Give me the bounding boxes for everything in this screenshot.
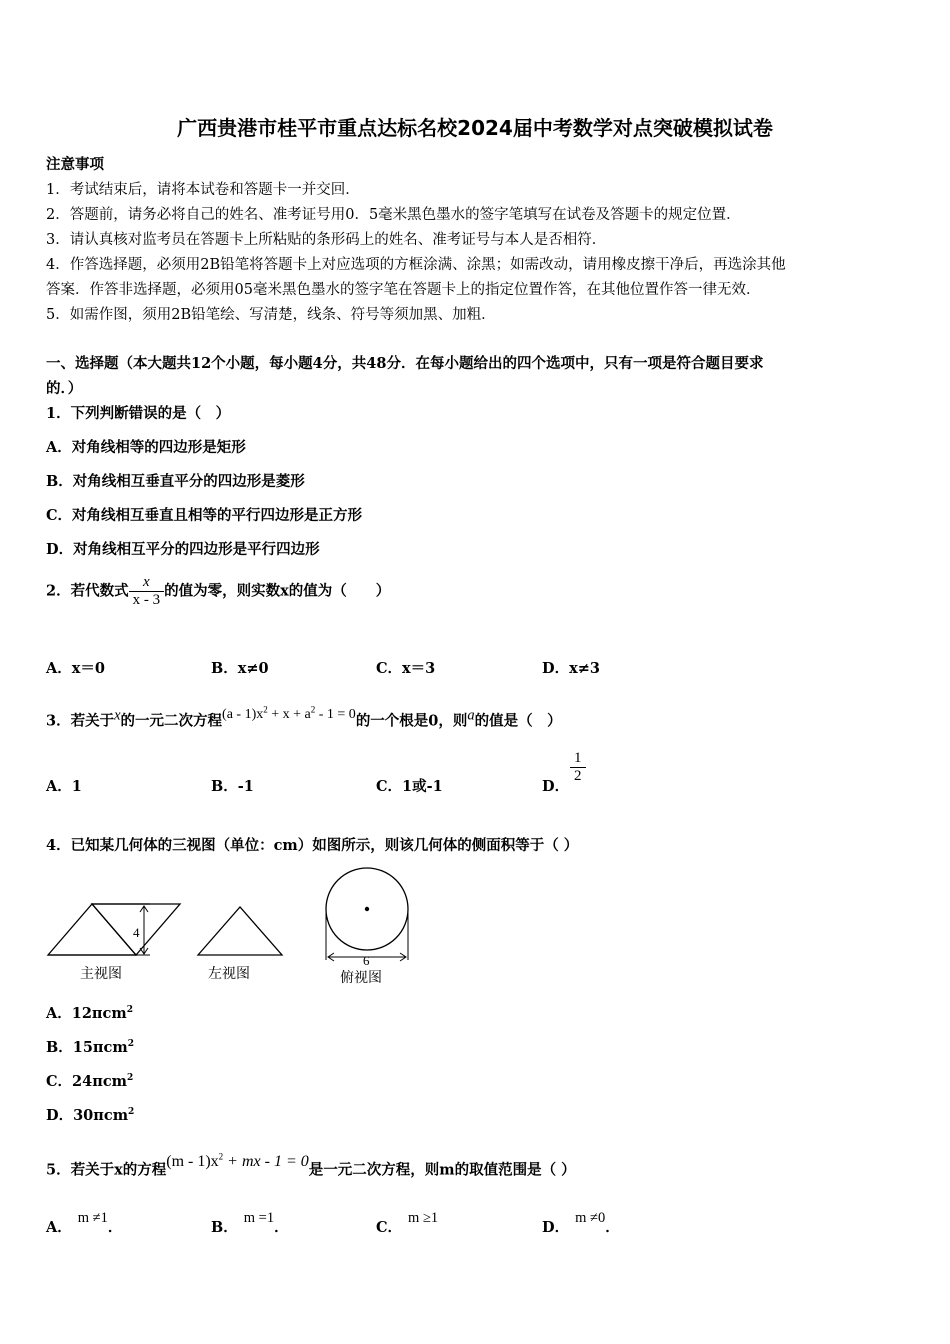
page-title: 广西贵港市桂平市重点达标名校2024届中考数学对点突破模拟试卷	[177, 116, 773, 140]
front-view-label: 主视图	[80, 966, 122, 982]
q3-eq-part1: (a - 1)x	[222, 706, 264, 722]
notice-item-4: 4．作答选择题，必须用2B铅笔将答题卡上对应选项的方框涂满、涂黑；如需改动，请用橡皮擦干净后，再选涂其他	[46, 257, 786, 273]
q5-eq-part1: (m - 1)x	[166, 1153, 219, 1171]
q5-equation	[166, 1153, 309, 1170]
q4-option-b-text: B．15πcm	[46, 1039, 128, 1056]
q5-b-math: m =1	[243, 1210, 275, 1226]
q3-suffix: 的值是（ ）	[474, 712, 562, 730]
q5-option-a	[46, 1210, 122, 1237]
q1-option-d: D．对角线相互平分的四边形是平行四边形	[46, 541, 320, 558]
q2-frac-den: x - 3	[132, 592, 161, 608]
q3-eq-sup2: 2	[310, 704, 316, 714]
side-view-label: 左视图	[208, 966, 250, 982]
q2-option-a: A．x＝0	[46, 660, 105, 677]
q2-prefix: 2．若代数式	[46, 582, 129, 600]
section-heading-cont: 的．）	[46, 380, 83, 397]
q2-fraction	[129, 574, 165, 609]
q3-var-x: x	[114, 707, 121, 724]
q4-option-c	[46, 1070, 133, 1091]
q3-option-b: B．-1	[211, 778, 254, 795]
q5-eq-part2: + mx - 1 = 0	[223, 1153, 309, 1171]
q5-stem	[46, 1152, 576, 1179]
notice-item-3: 3．请认真核对监考员在答题卡上所粘贴的条形码上的姓名、准考证号与本人是否相符．	[46, 232, 607, 248]
q2-option-d: D．x≠3	[542, 660, 600, 677]
q5-option-c	[376, 1210, 438, 1237]
q5-d-label: D．	[542, 1219, 570, 1236]
q4-option-b-sup: 2	[127, 1039, 134, 1050]
q4-option-a	[46, 1002, 133, 1023]
three-view-figure	[40, 860, 430, 995]
q5-d-end: ．	[605, 1219, 620, 1236]
notice-item-5: 5．如需作图，须用2B铅笔绘、写清楚，线条、符号等须加黑、加粗．	[46, 307, 496, 323]
notice-item-2: 2．答题前，请务必将自己的姓名、准考证号用0．5毫米黑色墨水的签字笔填写在试卷及答题卡的规定位置．	[46, 207, 741, 223]
q5-a-math: m ≠1	[77, 1210, 108, 1226]
q4-option-d-text: D．30πcm	[46, 1107, 129, 1124]
q3-mid2: 的一个根是0，则	[355, 712, 468, 730]
q4-option-c-text: C．24πcm	[46, 1073, 128, 1090]
top-view	[326, 868, 408, 961]
q4-option-a-text: A．12πcm	[46, 1005, 127, 1022]
q3-mid: 的一元二次方程	[120, 712, 223, 730]
q3-option-d-fraction	[570, 750, 586, 785]
q5-c-math: m ≥1	[408, 1210, 439, 1226]
q3-option-d: D．	[542, 778, 570, 795]
q3-d-num: 1	[570, 750, 586, 768]
q1-option-c: C．对角线相互垂直且相等的平行四边形是正方形	[46, 507, 363, 524]
q3-option-c: C．1或-1	[376, 778, 443, 795]
front-view	[48, 904, 180, 955]
q1-stem: 1．下列判断错误的是（ ）	[46, 405, 231, 422]
top-view-label: 俯视图	[340, 970, 382, 986]
q5-option-b	[211, 1210, 289, 1237]
q5-suffix: 是一元二次方程，则m的取值范围是（ ）	[308, 1161, 576, 1179]
side-view	[198, 907, 282, 955]
section-heading: 一、选择题（本大题共12个小题，每小题4分，共48分．在每小题给出的四个选项中，只有一项是符合题目要求	[46, 355, 764, 372]
notice-item-4-cont: 答案．作答非选择题，必须用05毫米黑色墨水的签字笔在答题卡上的指定位置作答，在其他位置作答一律无效．	[46, 282, 761, 298]
q3-d-den: 2	[574, 768, 582, 784]
q2-option-b: B．x≠0	[211, 660, 269, 677]
q3-d-frac	[570, 750, 586, 785]
height-label: 4	[133, 925, 140, 940]
q5-a-label: A．	[46, 1219, 72, 1236]
q3-stem	[46, 704, 562, 731]
notice-heading: 注意事项	[46, 156, 104, 173]
q3-eq-part2: + x + a	[267, 706, 311, 722]
q4-option-c-sup: 2	[127, 1073, 134, 1084]
q5-a-end: ．	[107, 1219, 123, 1236]
q3-eq-sup1: 2	[263, 704, 268, 714]
q4-option-a-sup: 2	[126, 1005, 133, 1016]
q4-option-d-sup: 2	[128, 1107, 135, 1118]
q4-option-d	[46, 1104, 134, 1125]
q4-option-b	[46, 1036, 134, 1057]
q5-c-label: C．	[376, 1219, 403, 1236]
q2-frac-num: x	[129, 574, 165, 592]
q5-eq-sup: 2	[218, 1152, 224, 1162]
notice-item-1: 1．考试结束后，请将本试卷和答题卡一并交回．	[46, 182, 360, 198]
q5-prefix: 5．若关于x的方程	[46, 1161, 167, 1179]
q3-var-a: a	[467, 707, 475, 724]
q1-option-b: B．对角线相互垂直平分的四边形是菱形	[46, 473, 305, 490]
q4-stem: 4．已知某几何体的三视图（单位：cm）如图所示，则该几何体的侧面积等于（ ）	[46, 837, 579, 854]
q5-d-math: m ≠0	[575, 1210, 606, 1226]
width-label: 6	[363, 953, 370, 968]
q5-b-end: ．	[274, 1219, 289, 1236]
q2-stem	[46, 574, 390, 609]
q3-equation	[222, 704, 356, 722]
q3-eq-part3: - 1 = 0	[315, 706, 356, 722]
q3-prefix: 3．若关于	[46, 712, 115, 730]
q2-suffix: 的值为零，则实数x的值为（ ）	[164, 582, 391, 600]
q1-option-a: A．对角线相等的四边形是矩形	[46, 439, 246, 456]
q3-option-a: A．1	[46, 778, 82, 795]
q5-b-label: B．	[211, 1219, 238, 1236]
q5-option-d	[542, 1210, 620, 1237]
q2-option-c: C．x＝3	[376, 660, 436, 677]
